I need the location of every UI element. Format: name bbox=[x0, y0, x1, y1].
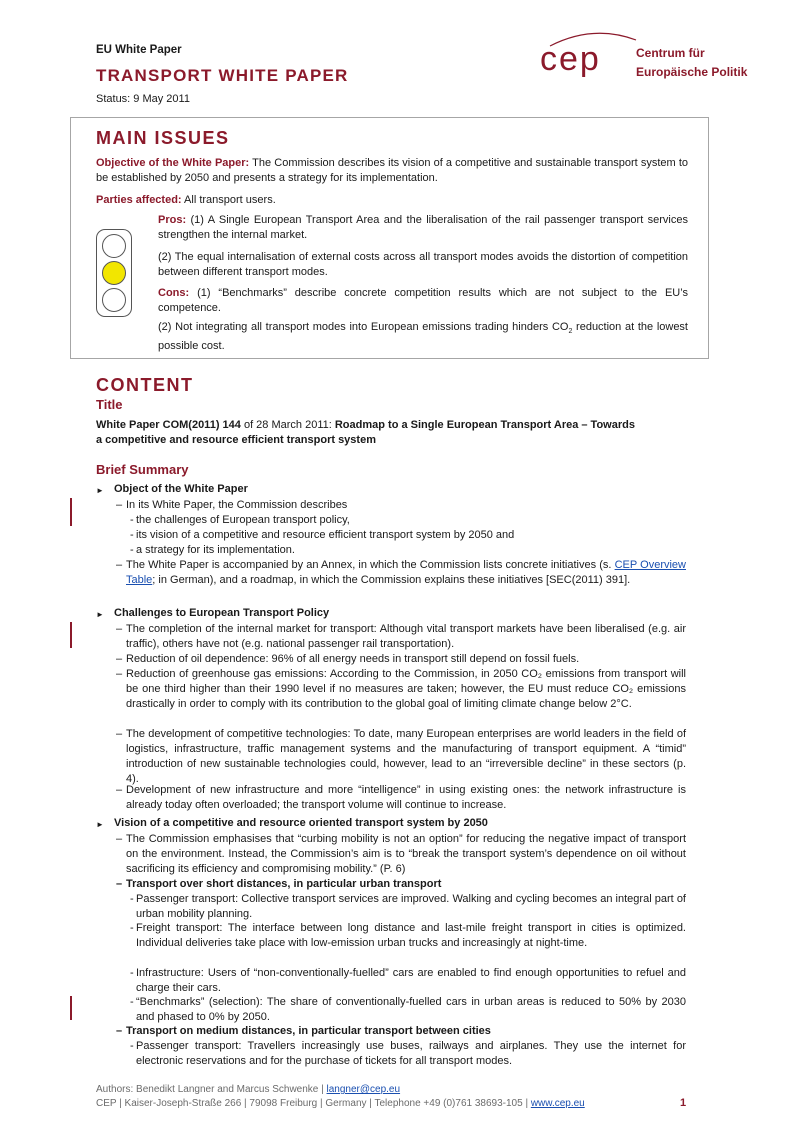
dash-marker: – bbox=[116, 784, 123, 796]
dash-marker: – bbox=[116, 499, 123, 511]
white-paper-name-line2: a competitive and resource efficient transport system bbox=[96, 434, 376, 446]
revision-mark bbox=[70, 498, 72, 526]
traffic-light-bottom-lamp bbox=[102, 288, 126, 312]
bullet-arrow-icon: ► bbox=[96, 486, 104, 495]
cep-logo: cep bbox=[540, 40, 601, 78]
pros-2-paragraph: (2) The equal internalisation of external costs across all transport modes avoids the distortion of competition between different transport modes. bbox=[158, 251, 688, 278]
cons-1-paragraph bbox=[158, 286, 688, 316]
sub-dash-marker: - bbox=[130, 544, 134, 556]
short-distance-infrastructure: Infrastructure: Users of “non-conventionally-fuelled” cars are enabled to find enough opportunities to refuel and charge their cars. bbox=[136, 967, 686, 994]
website-link[interactable]: www.cep.eu bbox=[530, 1098, 585, 1109]
short-distance-freight: Freight transport: The interface between long distance and last-mile freight transport in cities is optimized. Individual deliveries take place with low-emission urban trucks and increasingly at night-time. bbox=[136, 922, 686, 949]
bullet-arrow-icon: ► bbox=[96, 610, 104, 619]
cons-label: Cons: bbox=[158, 287, 190, 299]
white-paper-title bbox=[96, 418, 688, 448]
objective-text: The Commission describes its vision of a competitive and sustainable transport system to be established by 2050 and presents a strategy for its implementation. bbox=[96, 157, 689, 184]
footer-address bbox=[96, 1098, 585, 1109]
author-email-link[interactable]: langner@cep.eu bbox=[326, 1084, 401, 1095]
dash-marker: – bbox=[116, 1025, 123, 1037]
white-paper-name: Roadmap to a Single European Transport Area – Towards bbox=[334, 419, 635, 431]
footer-authors bbox=[96, 1084, 400, 1095]
sub-dash-marker: - bbox=[130, 514, 134, 526]
title-label: Title bbox=[96, 397, 123, 412]
short-distance-passenger: Passenger transport: Collective transport services are improved. Walking and cycling becomes an integral part of urban mobility planning. bbox=[136, 893, 686, 920]
dash-marker: – bbox=[116, 559, 123, 571]
annex-text: The White Paper is accompanied by an Annex, in which the Commission lists concrete initiatives (s. bbox=[126, 559, 615, 571]
section-object-item-b bbox=[126, 558, 686, 588]
content-heading: CONTENT bbox=[96, 375, 194, 395]
annex-text-continued: ; in German), and a roadmap, in which the Commission explains these initiatives [SEC(2011) 391]. bbox=[152, 574, 631, 586]
sub-dash-marker: - bbox=[130, 1040, 134, 1052]
challenge-infrastructure: Development of new infrastructure and more “intelligence” in using existing ones: the network infrastructure is already today often overloaded; the transport volume will continue to increase. bbox=[126, 784, 686, 811]
pros-label: Pros: bbox=[158, 214, 187, 226]
cons-2-text-a: (2) Not integrating all transport modes into European emissions trading hinders CO bbox=[158, 321, 569, 333]
section-object-item-a1: the challenges of European transport policy, bbox=[136, 514, 350, 526]
cep-overview-table-link[interactable]: CEP Overview Table bbox=[126, 559, 686, 586]
objective-label: Objective of the White Paper: bbox=[96, 157, 250, 169]
traffic-light-icon bbox=[96, 229, 132, 317]
revision-mark bbox=[70, 622, 72, 648]
challenge-technologies: The development of competitive technologies: To date, many European enterprises are world leaders in the field of logistics, infrastructure, traffic management systems and the manufacturing of transport equipment. A “timid” introduction of new sustainable technologies could, however, lead to an “irreversible decline” in these sectors (p. 4). bbox=[126, 728, 686, 785]
section-object-item-a2: its vision of a competitive and resource efficient transport system by 2050 and bbox=[136, 529, 515, 541]
organization-name-line2: Europäische Politik bbox=[636, 65, 748, 79]
page-number: 1 bbox=[680, 1097, 687, 1109]
cons-2-paragraph bbox=[158, 320, 688, 354]
vision-intro: The Commission emphasises that “curbing mobility is not an option” for reducing the negative impact of transport on the environment. Instead, the Commission’s aim is to “break the transport system’s dependence on oil without sacrificing its efficiency and compromising mobility.” (P. 6) bbox=[126, 833, 686, 875]
white-paper-date: of 28 March 2011: bbox=[240, 419, 335, 431]
footer-address-text: CEP | Kaiser-Joseph-Straße 266 | 79098 Freiburg | Germany | Telephone +49 (0)761 38693-105 | bbox=[96, 1098, 531, 1109]
organization-name-line1: Centrum für bbox=[636, 46, 705, 60]
medium-distance-title: Transport on medium distances, in particular transport between cities bbox=[126, 1025, 491, 1037]
pros-1-text: (1) A Single European Transport Area and the liberalisation of the rail passenger transport services strengthen the internal market. bbox=[158, 214, 688, 241]
challenge-oil-dependence: Reduction of oil dependence: 96% of all energy needs in transport still depend on fossil fuels. bbox=[126, 653, 580, 665]
dash-marker: – bbox=[116, 668, 123, 680]
dash-marker: – bbox=[116, 653, 123, 665]
traffic-light-middle-lamp bbox=[102, 261, 126, 285]
section-object-title: Object of the White Paper bbox=[114, 483, 248, 495]
short-distance-benchmarks: “Benchmarks” (selection): The share of conventionally-fuelled cars in urban areas is reduced to 50% by 2030 and phased to 0% by 2050. bbox=[136, 996, 686, 1023]
footer-authors-text: Authors: Benedikt Langner and Marcus Schwenke | bbox=[96, 1084, 327, 1095]
dash-marker: – bbox=[116, 728, 123, 740]
sub-dash-marker: - bbox=[130, 996, 134, 1008]
parties-label: Parties affected: bbox=[96, 194, 182, 206]
objective-paragraph bbox=[96, 156, 688, 186]
short-distance-title: Transport over short distances, in particular urban transport bbox=[126, 878, 442, 890]
medium-distance-passenger: Passenger transport: Travellers increasingly use buses, railways and airplanes. They use the internet for electronic reservations and for the purchase of tickets for all transport modes. bbox=[136, 1040, 686, 1067]
challenge-emissions: Reduction of greenhouse gas emissions: According to the Commission, in 2050 CO₂ emissions from transport will be one third higher than their 1990 level if no measures are taken; however, the EU must reduce CO₂ emissions drastically in order to comply with its contribution to the global goal of limiting climate change below 2°C. bbox=[126, 668, 686, 710]
cons-2-text-b: reduction at the lowest possible cost. bbox=[158, 321, 688, 353]
challenge-internal-market: The completion of the internal market for transport: Although vital transport markets have been liberalised (e.g. air traffic), others have not (e.g. national passenger rail transportation). bbox=[126, 623, 686, 650]
white-paper-id: White Paper COM(2011) 144 bbox=[96, 419, 241, 431]
parties-paragraph bbox=[96, 193, 688, 208]
dash-marker: – bbox=[116, 833, 123, 845]
organization-name bbox=[636, 44, 747, 82]
pros-1-paragraph bbox=[158, 213, 688, 243]
main-issues-heading: MAIN ISSUES bbox=[96, 128, 230, 148]
status-date: Status: 9 May 2011 bbox=[96, 93, 190, 105]
sub-dash-marker: - bbox=[130, 529, 134, 541]
section-vision-title: Vision of a competitive and resource oriented transport system by 2050 bbox=[114, 817, 488, 829]
section-object-item-a: In its White Paper, the Commission describes bbox=[126, 499, 348, 511]
brief-summary-label: Brief Summary bbox=[96, 462, 189, 477]
parties-text: All transport users. bbox=[181, 194, 276, 206]
sub-dash-marker: - bbox=[130, 893, 134, 905]
sub-dash-marker: - bbox=[130, 967, 134, 979]
dash-marker: – bbox=[116, 623, 123, 635]
bullet-arrow-icon: ► bbox=[96, 820, 104, 829]
section-challenges-title: Challenges to European Transport Policy bbox=[114, 607, 330, 619]
traffic-light-top-lamp bbox=[102, 234, 126, 258]
document-title: TRANSPORT WHITE PAPER bbox=[96, 66, 349, 85]
cons-1-text: (1) “Benchmarks” describe concrete competition results which are not subject to the EU’s competence. bbox=[158, 287, 688, 314]
document-type-label: EU White Paper bbox=[96, 44, 182, 56]
sub-dash-marker: - bbox=[130, 922, 134, 934]
dash-marker: – bbox=[116, 878, 123, 890]
revision-mark bbox=[70, 996, 72, 1020]
cons-2-subscript: 2 bbox=[568, 328, 573, 336]
section-object-item-a3: a strategy for its implementation. bbox=[136, 544, 295, 556]
